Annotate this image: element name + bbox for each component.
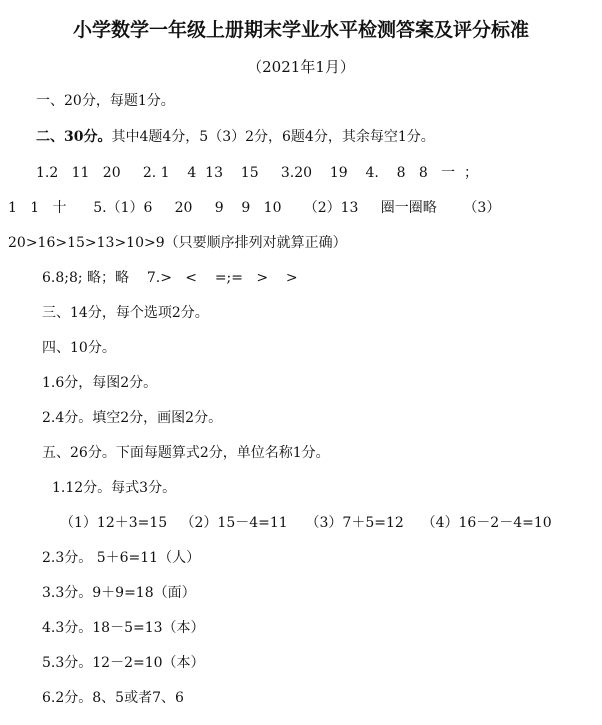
- section-5-item-5: 5.3分。12－2=10（本）: [42, 655, 205, 671]
- section-4-item-2: 2.4分。填空2分，画图2分。: [42, 410, 223, 426]
- section-4-item-1: 1.6分，每图2分。: [42, 375, 158, 391]
- section-5-item-6: 6.2分。8、5或者7、6: [42, 690, 184, 706]
- section-5-item-2: 2.3分。 5＋6=11（人）: [42, 550, 201, 566]
- section-4-scoring: 四、10分。: [42, 340, 116, 356]
- section-2-answers-row-4: 6.8;8; 略；略 7.> < =;= > >: [42, 270, 298, 286]
- section-2-answers-row-3: 20>16>15>13>10>9（只要顺序排列对就算正确）: [8, 235, 347, 251]
- section-2-answers-row-1: 1.2 11 20 2. 1 4 13 15 3.20 19 4. 8 8 一 ；: [36, 165, 479, 181]
- section-1-scoring: 一、20分，每题1分。: [36, 93, 175, 109]
- section-5-item-4: 4.3分。18－5=13（本）: [42, 620, 205, 636]
- section-2-heading: 二、30分。: [36, 129, 112, 145]
- page-title: 小学数学一年级上册期末学业水平检测答案及评分标准: [72, 19, 529, 41]
- section-3-scoring: 三、14分，每个选项2分。: [42, 305, 209, 321]
- section-5-item-1-answers: （1）12＋3=15 （2）15－4=11 （3）7＋5=12 （4）16－2－4=10: [60, 515, 552, 531]
- section-5-scoring: 五、26分。下面每题算式2分，单位名称1分。: [42, 445, 330, 461]
- document-date: （2021年1月）: [247, 58, 355, 76]
- section-5-item-3: 3.3分。9＋9=18（面）: [42, 585, 196, 601]
- section-2-scoring: [36, 128, 435, 146]
- section-2-details: 其中4题4分，5（3）2分，6题4分，其余每空1分。: [111, 129, 435, 145]
- section-5-item-1: 1.12分。每式3分。: [52, 480, 177, 496]
- section-2-answers-row-2: 1 1 十 5.（1）6 20 9 9 10 （2）13 圈一圈略 （3）: [8, 200, 501, 216]
